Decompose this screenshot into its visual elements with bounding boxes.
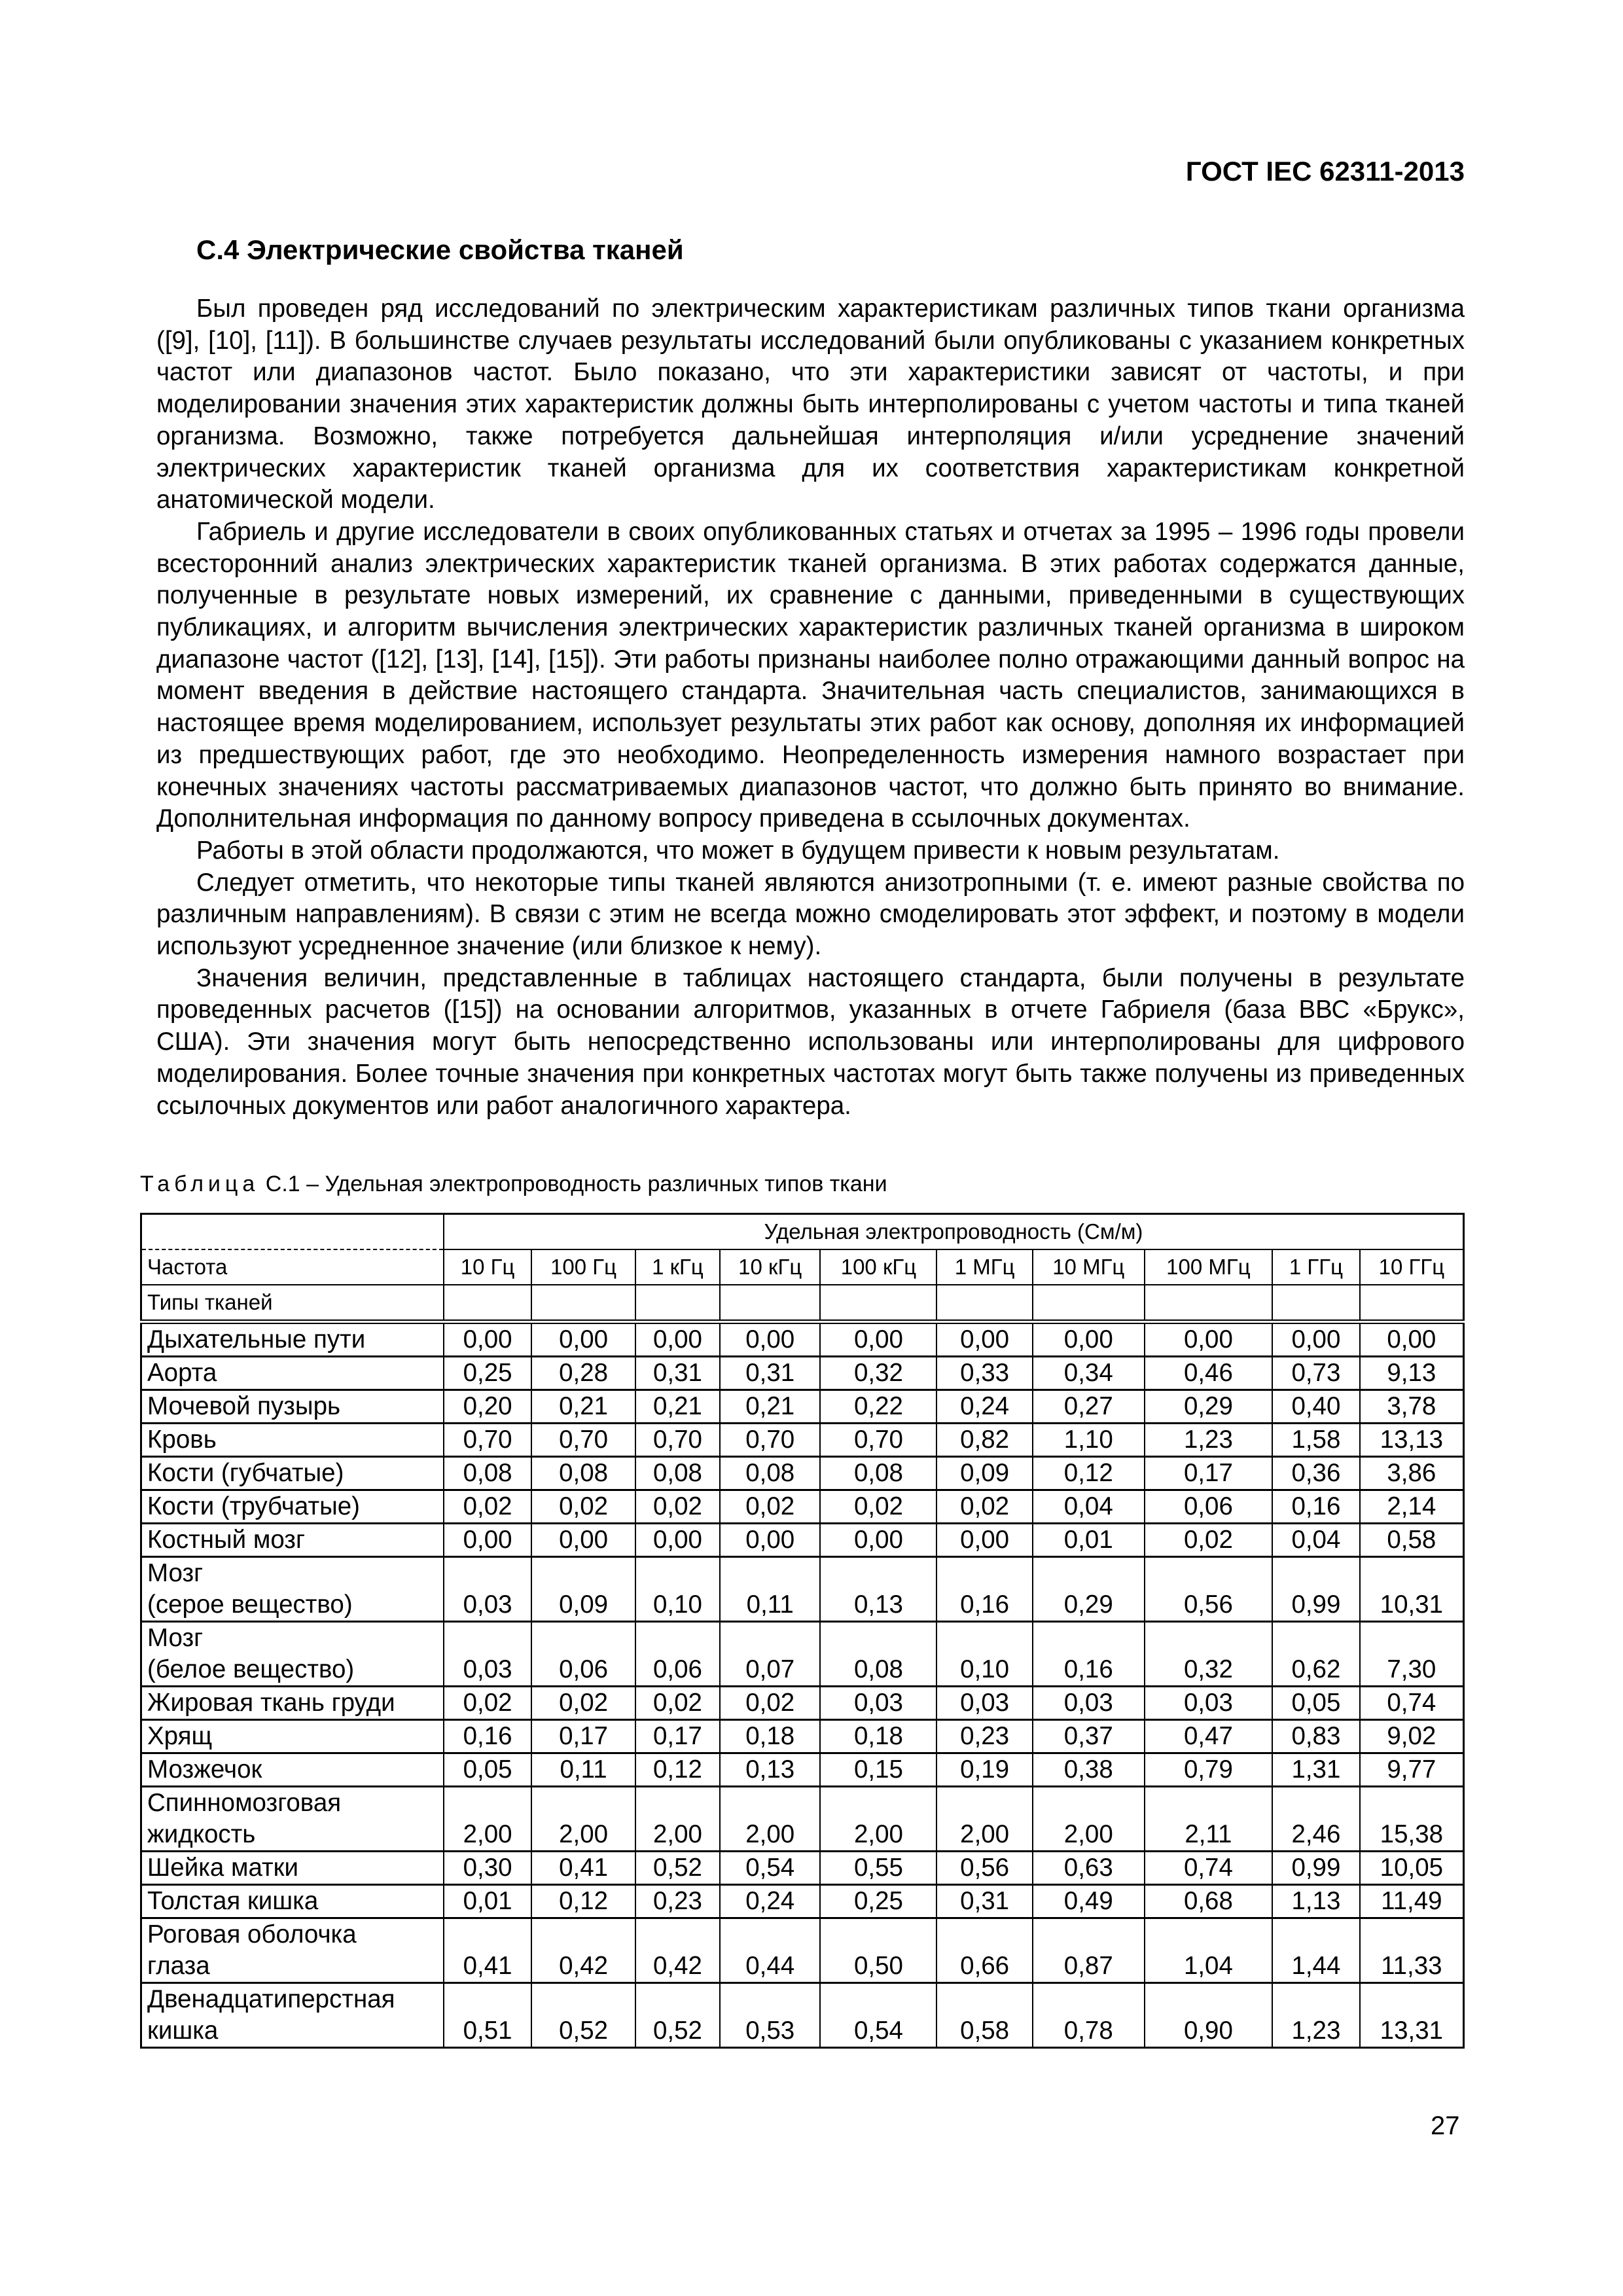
conductivity-value: 0,68 [1145,1885,1272,1918]
conductivity-value: 0,00 [635,1524,720,1557]
tissue-name-line: Шейка матки [147,1854,299,1882]
conductivity-value: 0,24 [720,1885,821,1918]
paragraph: Следует отметить, что некоторые типы тканей являются анизотропными (т. е. имеют разные свойства по различным направлениям). В связи с этим не всегда можно смоделировать этот эффект, и поэтому в модели используют усредненное значение (или близкое к нему). [156,868,1465,961]
conductivity-value: 0,21 [531,1390,635,1424]
header-blank-cell [635,1285,720,1322]
conductivity-value: 0,58 [1360,1524,1464,1557]
conductivity-value: 2,00 [820,1787,936,1852]
frequency-header: 100 Гц [531,1249,635,1285]
conductivity-value: 0,02 [444,1687,531,1720]
tissue-name [141,1885,444,1918]
conductivity-value: 2,00 [444,1787,531,1852]
conductivity-value: 2,00 [936,1787,1032,1852]
conductivity-value: 0,00 [936,1322,1032,1357]
tissue-name [141,1918,444,1983]
conductivity-value: 0,63 [1033,1852,1145,1885]
conductivity-value: 0,20 [444,1390,531,1424]
conductivity-value: 0,22 [820,1390,936,1424]
conductivity-value: 1,44 [1272,1918,1360,1983]
conductivity-value: 0,18 [820,1720,936,1753]
conductivity-value: 0,00 [936,1524,1032,1557]
conductivity-value: 0,54 [720,1852,821,1885]
frequency-header: 100 МГц [1145,1249,1272,1285]
conductivity-value: 0,00 [1033,1322,1145,1357]
conductivity-value: 0,32 [820,1357,936,1390]
header-blank-cell [1033,1285,1145,1322]
conductivity-value: 0,70 [635,1424,720,1457]
conductivity-value: 0,02 [936,1490,1032,1524]
frequency-label: Частота [141,1249,444,1285]
frequency-header: 10 МГц [1033,1249,1145,1285]
conductivity-value: 1,13 [1272,1885,1360,1918]
tissue-name [141,1787,444,1852]
conductivity-value: 0,10 [936,1622,1032,1687]
conductivity-value: 0,55 [820,1852,936,1885]
table-row [141,1983,1464,2048]
conductivity-value: 0,31 [635,1357,720,1390]
conductivity-value: 0,83 [1272,1720,1360,1753]
conductivity-value: 0,03 [444,1622,531,1687]
tissue-name-line: Дыхательные пути [147,1325,366,1354]
conductivity-value: 0,73 [1272,1357,1360,1390]
conductivity-value: 0,24 [936,1390,1032,1424]
table-row [141,1557,1464,1622]
tissue-name-line: кишка [147,2017,219,2045]
conductivity-value: 0,50 [820,1918,936,1983]
table-row [141,1490,1464,1524]
conductivity-value: 0,37 [1033,1720,1145,1753]
tissue-name [141,1720,444,1753]
tissue-name-line: Толстая кишка [147,1887,319,1915]
header-blank-cell [531,1285,635,1322]
conductivity-value: 0,11 [531,1753,635,1787]
conductivity-value: 0,99 [1272,1557,1360,1622]
tissue-name-line: (белое вещество) [147,1655,355,1683]
conductivity-value: 0,12 [1033,1457,1145,1490]
frequency-header: 1 кГц [635,1249,720,1285]
conductivity-value: 0,08 [635,1457,720,1490]
conductivity-value: 0,02 [635,1490,720,1524]
tissue-name [141,1983,444,2048]
conductivity-value: 0,23 [635,1885,720,1918]
conductivity-value: 1,10 [1033,1424,1145,1457]
conductivity-value: 0,00 [444,1322,531,1357]
conductivity-value: 0,12 [531,1885,635,1918]
conductivity-value: 0,01 [1033,1524,1145,1557]
table-row [141,1424,1464,1457]
conductivity-value: 0,54 [820,1983,936,2048]
conductivity-value: 7,30 [1360,1622,1464,1687]
header-blank-cell [820,1285,936,1322]
conductivity-value: 0,74 [1360,1687,1464,1720]
conductivity-value: 0,02 [720,1490,821,1524]
conductivity-value: 0,00 [635,1322,720,1357]
tissue-name-line: Костный мозг [147,1526,306,1554]
conductivity-value: 13,13 [1360,1424,1464,1457]
conductivity-value: 11,33 [1360,1918,1464,1983]
conductivity-value: 2,00 [635,1787,720,1852]
conductivity-value: 0,29 [1145,1390,1272,1424]
conductivity-value: 0,34 [1033,1357,1145,1390]
conductivity-value: 0,52 [635,1983,720,2048]
conductivity-value: 0,70 [531,1424,635,1457]
conductivity-value: 0,70 [820,1424,936,1457]
conductivity-value: 0,09 [936,1457,1032,1490]
conductivity-value: 0,47 [1145,1720,1272,1753]
conductivity-value: 0,09 [531,1557,635,1622]
conductivity-value: 1,58 [1272,1424,1360,1457]
frequency-header: 10 Гц [444,1249,531,1285]
conductivity-value: 0,41 [531,1852,635,1885]
conductivity-value: 0,18 [720,1720,821,1753]
conductivity-value: 0,21 [720,1390,821,1424]
conductivity-value: 0,00 [720,1524,821,1557]
conductivity-value: 0,16 [936,1557,1032,1622]
conductivity-value: 9,77 [1360,1753,1464,1787]
tissue-name [141,1490,444,1524]
conductivity-value: 1,23 [1272,1983,1360,2048]
conductivity-value: 0,01 [444,1885,531,1918]
table-row [141,1753,1464,1787]
conductivity-value: 0,62 [1272,1622,1360,1687]
table-row [141,1322,1464,1357]
conductivity-value: 0,42 [531,1918,635,1983]
conductivity-value: 0,10 [635,1557,720,1622]
conductivity-value: 0,03 [1145,1687,1272,1720]
conductivity-value: 0,17 [1145,1457,1272,1490]
conductivity-value: 0,03 [1033,1687,1145,1720]
header-blank-cell [1360,1285,1464,1322]
conductivity-value: 0,36 [1272,1457,1360,1490]
conductivity-value: 10,05 [1360,1852,1464,1885]
tissue-type-header-row [141,1285,1464,1322]
table-row [141,1687,1464,1720]
conductivity-value: 2,11 [1145,1787,1272,1852]
table-row [141,1390,1464,1424]
conductivity-value: 0,79 [1145,1753,1272,1787]
tissue-name-line: Мочевой пузырь [147,1392,341,1420]
conductivity-value: 0,02 [1145,1524,1272,1557]
conductivity-value: 15,38 [1360,1787,1464,1852]
group-header: Удельная электропроводность (См/м) [444,1214,1464,1250]
conductivity-value: 0,08 [820,1457,936,1490]
conductivity-value: 0,52 [531,1983,635,2048]
conductivity-value: 0,51 [444,1983,531,2048]
header-blank-cell [444,1285,531,1322]
frequency-header: 10 ГГц [1360,1249,1464,1285]
conductivity-value: 0,23 [936,1720,1032,1753]
conductivity-value: 0,00 [1272,1322,1360,1357]
tissue-name [141,1524,444,1557]
conductivity-value: 0,66 [936,1918,1032,1983]
tissue-name-line: Жировая ткань груди [147,1689,395,1717]
paragraph: Значения величин, представленные в таблицах настоящего стандарта, были получены в результате проведенных расчетов ([15]) на основании алгоритмов, указанных в отчете Габриеля (база ВВС «Брукс», США). Эти значения могут быть непосредственно использованы или интерполированы для цифрового моделирования. Более точные значения при конкретных частотах могут быть также получены из приведенных ссылочных документов или работ аналогичного характера. [156,963,1465,1120]
tissue-name-line: Мозг [147,1624,204,1652]
table-row [141,1524,1464,1557]
conductivity-value: 0,02 [444,1490,531,1524]
frequency-header: 1 МГц [936,1249,1032,1285]
tissue-name [141,1424,444,1457]
conductivity-value: 2,00 [720,1787,821,1852]
conductivity-value: 0,16 [444,1720,531,1753]
conductivity-value: 0,38 [1033,1753,1145,1787]
conductivity-value: 0,99 [1272,1852,1360,1885]
conductivity-value: 0,03 [936,1687,1032,1720]
conductivity-value: 0,87 [1033,1918,1145,1983]
conductivity-value: 0,40 [1272,1390,1360,1424]
tissue-name-line: Мозг [147,1559,204,1587]
paragraph: Габриель и другие исследователи в своих опубликованных статьях и отчетах за 1995 – 1996 годы провели всесторонний анализ электрических характеристик тканей организма. В этих работах содержатся данные, полученные в результате новых измерений, их сравнение с данными, приведенными в существующих публикациях, и алгоритм вычисления электрических характеристик различных тканей организма в широком диапазоне частот ([12], [13], [14], [15]). Эти работы признаны наиболее полно отражающими данный вопрос на момент введения в действие настоящего стандарта. Значительная часть специалистов, занимающихся в настоящее время моделированием, использует результаты этих работ как основу, дополняя их информацией из предшествующих работ, где это необходимо. Неопределенность измерения намного возрастает при конечных значениях частоты рассматриваемых диапазонов частот, что должно быть принято во внимание. Дополнительная информация по данному вопросу приведена в ссылочных документах. [156,517,1465,833]
header-blank-cell [936,1285,1032,1322]
conductivity-value: 0,17 [531,1720,635,1753]
section-title: С.4 Электрические свойства тканей [196,234,684,265]
header-blank-cell [1272,1285,1360,1322]
conductivity-value: 0,02 [635,1687,720,1720]
conductivity-value: 0,32 [1145,1622,1272,1687]
tissue-name-line: Мозжечок [147,1755,262,1784]
conductivity-value: 0,58 [936,1983,1032,2048]
paragraph: Был проведен ряд исследований по электрическим характеристикам различных типов ткани организма ([9], [10], [11]). В большинстве случаев результаты исследований были опубликованы с указанием конкретных частот или диапазонов частот. Было показано, что эти характеристики зависят от частоты, и при моделировании значения этих характеристик должны быть интерполированы с учетом частоты и типа тканей организма. Возможно, также потребуется дальнейшая интерполяция и/или усреднение значений электрических характеристик тканей организма для их соответствия характеристикам конкретной анатомической модели. [156,295,1465,514]
conductivity-value: 0,42 [635,1918,720,1983]
conductivity-value: 0,06 [635,1622,720,1687]
table-row [141,1622,1464,1687]
page-number: 27 [1431,2111,1460,2140]
conductivity-value: 0,16 [1033,1622,1145,1687]
conductivity-value: 9,02 [1360,1720,1464,1753]
tissue-name-line: глаза [147,1952,210,1980]
tissue-name [141,1557,444,1622]
tissue-name [141,1322,444,1357]
conductivity-value: 0,04 [1033,1490,1145,1524]
conductivity-value: 2,14 [1360,1490,1464,1524]
conductivity-value: 0,19 [936,1753,1032,1787]
header-blank-cell [720,1285,821,1322]
tissue-name [141,1390,444,1424]
standard-number: ГОСТ IEC 62311-2013 [1185,156,1465,187]
tissue-name-line: Хрящ [147,1722,213,1750]
conductivity-value: 0,03 [820,1687,936,1720]
conductivity-value: 0,27 [1033,1390,1145,1424]
conductivity-value: 0,08 [531,1457,635,1490]
tissue-name-line: Кости (губчатые) [147,1459,344,1487]
conductivity-value: 0,05 [444,1753,531,1787]
table-row [141,1918,1464,1983]
conductivity-value: 0,00 [1360,1322,1464,1357]
conductivity-value: 0,11 [720,1557,821,1622]
table-row [141,1357,1464,1390]
conductivity-value: 1,31 [1272,1753,1360,1787]
conductivity-value: 0,06 [1145,1490,1272,1524]
paragraph: Работы в этой области продолжаются, что может в будущем привести к новым результатам. [196,836,1280,865]
header-blank-cell [141,1214,444,1250]
conductivity-value: 0,56 [936,1852,1032,1885]
table-caption-label: Таблица [140,1172,260,1196]
conductivity-value: 0,15 [820,1753,936,1787]
conductivity-value: 0,08 [720,1457,821,1490]
conductivity-value: 0,53 [720,1983,821,2048]
table-row [141,1457,1464,1490]
tissue-name-line: Роговая оболочка [147,1920,357,1948]
conductivity-value: 0,56 [1145,1557,1272,1622]
conductivity-value: 1,23 [1145,1424,1272,1457]
tissue-name [141,1753,444,1787]
table-caption [140,1172,887,1197]
table-header-row [141,1214,1464,1250]
conductivity-value: 13,31 [1360,1983,1464,2048]
frequency-header: 100 кГц [820,1249,936,1285]
conductivity-value: 0,00 [1145,1322,1272,1357]
conductivity-value: 0,00 [820,1322,936,1357]
tissue-name-line: Кровь [147,1426,217,1454]
conductivity-value: 2,00 [531,1787,635,1852]
conductivity-value: 0,00 [444,1524,531,1557]
conductivity-value: 0,02 [820,1490,936,1524]
header-blank-cell [1145,1285,1272,1322]
tissue-name [141,1357,444,1390]
frequency-header: 1 ГГц [1272,1249,1360,1285]
conductivity-value: 0,16 [1272,1490,1360,1524]
conductivity-value: 0,25 [444,1357,531,1390]
conductivity-value: 0,21 [635,1390,720,1424]
conductivity-value: 0,74 [1145,1852,1272,1885]
conductivity-value: 0,25 [820,1885,936,1918]
conductivity-value: 0,49 [1033,1885,1145,1918]
conductivity-value: 0,29 [1033,1557,1145,1622]
conductivity-value: 0,00 [820,1524,936,1557]
conductivity-value: 9,13 [1360,1357,1464,1390]
conductivity-value: 0,06 [531,1622,635,1687]
table-row [141,1787,1464,1852]
tissue-name-line: Аорта [147,1359,217,1387]
conductivity-value: 0,70 [444,1424,531,1457]
conductivity-value: 0,00 [531,1322,635,1357]
conductivity-value: 1,04 [1145,1918,1272,1983]
conductivity-value: 0,90 [1145,1983,1272,2048]
conductivity-value: 0,30 [444,1852,531,1885]
table-row [141,1885,1464,1918]
conductivity-value: 0,41 [444,1918,531,1983]
tissue-type-label: Типы тканей [141,1285,444,1322]
conductivity-value: 0,05 [1272,1687,1360,1720]
frequency-header-row [141,1249,1464,1285]
tissue-name-line: Спинномозговая [147,1789,342,1817]
conductivity-value: 10,31 [1360,1557,1464,1622]
tissue-name [141,1457,444,1490]
tissue-name-line: Кости (трубчатые) [147,1492,360,1520]
table-row [141,1720,1464,1753]
conductivity-value: 0,08 [444,1457,531,1490]
conductivity-value: 0,00 [720,1322,821,1357]
conductivity-value: 0,52 [635,1852,720,1885]
conductivity-value: 0,28 [531,1357,635,1390]
conductivity-value: 0,02 [720,1687,821,1720]
conductivity-value: 0,12 [635,1753,720,1787]
table-caption-title: С.1 – Удельная электропроводность различных типов ткани [265,1172,887,1196]
conductivity-value: 0,13 [820,1557,936,1622]
conductivity-value: 2,00 [1033,1787,1145,1852]
conductivity-value: 0,02 [531,1490,635,1524]
conductivity-value: 0,31 [720,1357,821,1390]
frequency-header: 10 кГц [720,1249,821,1285]
conductivity-value: 2,46 [1272,1787,1360,1852]
conductivity-value: 0,33 [936,1357,1032,1390]
conductivity-value: 0,70 [720,1424,821,1457]
conductivity-value: 0,08 [820,1622,936,1687]
tissue-name-line: Двенадцатиперстная [147,1985,395,2013]
conductivity-value: 0,17 [635,1720,720,1753]
tissue-name [141,1622,444,1687]
conductivity-value: 0,82 [936,1424,1032,1457]
conductivity-value: 3,86 [1360,1457,1464,1490]
conductivity-value: 0,13 [720,1753,821,1787]
conductivity-value: 0,02 [531,1687,635,1720]
body-text [156,293,1465,1122]
conductivity-value: 0,07 [720,1622,821,1687]
tissue-name-line: (серое вещество) [147,1590,353,1619]
conductivity-value: 0,00 [531,1524,635,1557]
tissue-name [141,1687,444,1720]
table-row [141,1852,1464,1885]
tissue-name-line: жидкость [147,1820,256,1848]
conductivity-value: 0,31 [936,1885,1032,1918]
conductivity-value: 11,49 [1360,1885,1464,1918]
conductivity-value: 0,03 [444,1557,531,1622]
conductivity-value: 3,78 [1360,1390,1464,1424]
conductivity-value: 0,44 [720,1918,821,1983]
conductivity-value: 0,46 [1145,1357,1272,1390]
conductivity-value: 0,04 [1272,1524,1360,1557]
conductivity-value: 0,78 [1033,1983,1145,2048]
conductivity-table [140,1213,1465,2049]
tissue-name [141,1852,444,1885]
